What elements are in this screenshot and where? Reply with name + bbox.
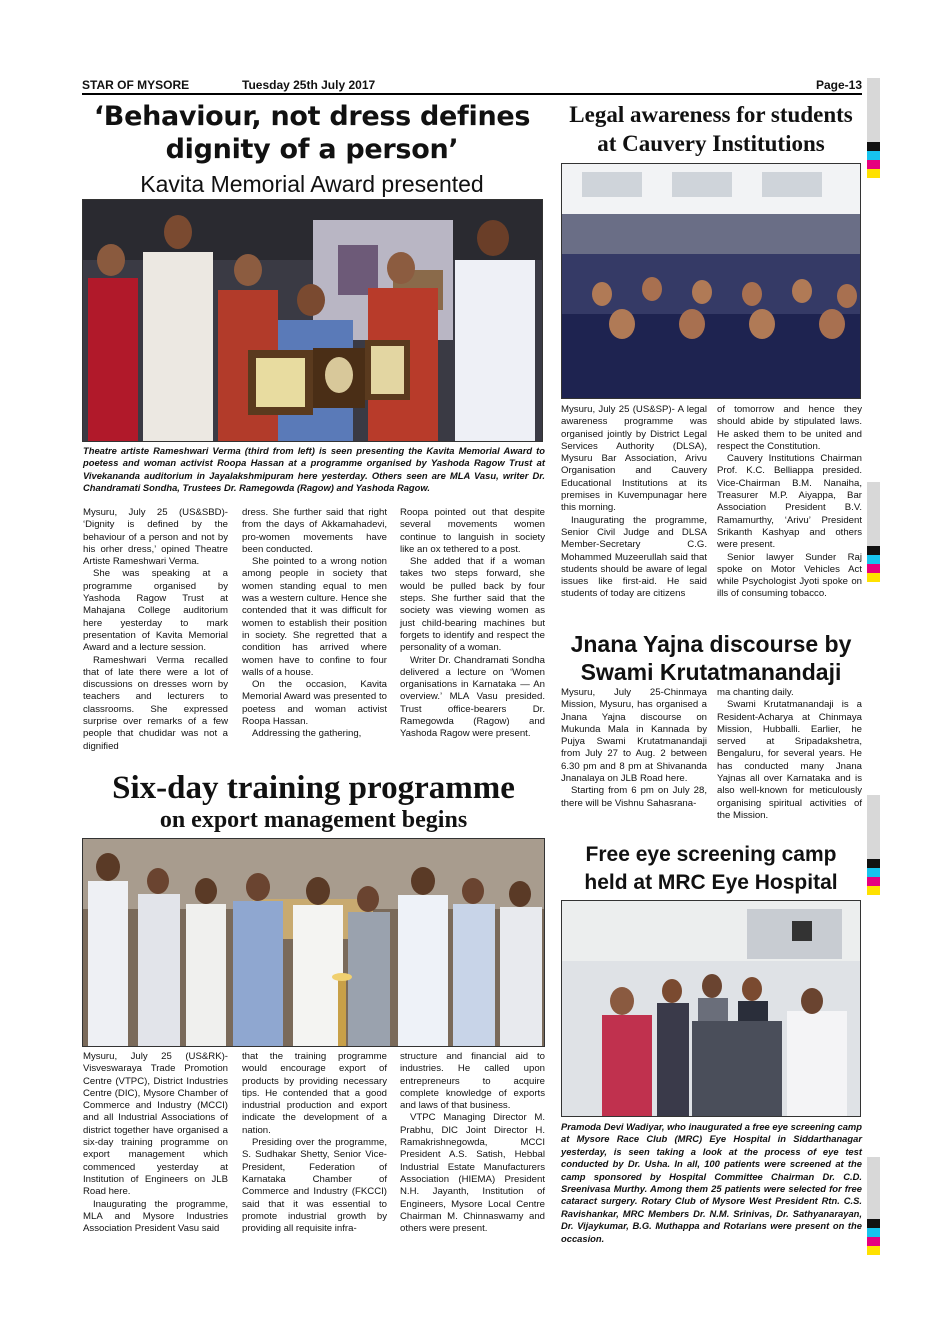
story5-headline-line2: held at MRC Eye Hospital [584, 871, 838, 894]
registration-strip [867, 482, 880, 546]
paragraph: Swami Krutatmanandaji is a Resident-Acharya at Chinmaya Mission, Hubballi. Earlier, he served at Sripadakshetra, Bengaluru, for several years. He has conducted many Jnana Yajnas all over Karnataka and is also well-known for meticulously organising spiritual activities of the Mission. [717, 699, 862, 821]
cmyk-marks [867, 142, 880, 178]
paragraph: Writer Dr. Chandramati Sondha delivered a lecture on ‘Women organisations in Karnataka — An overview.’ MLA Vasu presided. Trust office-bearers Dr. Ramegowda (Ragow) and Yashoda Ragow were present. [400, 654, 545, 740]
paragraph: Presiding over the programme, S. Sudhakar Shetty, Senior Vice-President, Federation of Karnataka Chamber of Commerce and Industry (FKCCI) said that it was essential to promote industrial growth by providing all requisite infra- [242, 1137, 387, 1235]
cmyk-marks [867, 546, 880, 582]
paragraph: Addressing the gathering, [252, 728, 362, 740]
story2-headline-line1: Legal awareness for students [569, 102, 853, 127]
story1-headline-line1: ‘Behaviour, not dress defines [93, 101, 531, 132]
students-photo [561, 163, 861, 399]
story5-headline [556, 841, 866, 897]
issue-date: Tuesday 25th July 2017 [242, 78, 376, 92]
story1-caption: Theatre artiste Rameshwari Verma (third from left) is seen presenting the Kavita Memorial Award to poetess and woman activist Roopa Hassan at a programme organised by Yashoda Ragow Trust at Vivekananda auditorium in Jayalakshmipuram here yesterday. Others seen are MLA Vasu, writer Dr. Chandramati Sondha, Trustees Dr. Ramegowda (Ragow) and Yashoda Ragow. [83, 445, 545, 494]
story1-column-2 [242, 507, 387, 741]
training-photo [82, 838, 545, 1047]
story3-column-1 [561, 687, 707, 810]
page-header [82, 77, 862, 95]
paragraph: VTPC Managing Director M. Prabhu, DIC Joint Director H. Ramakrishnegowda, MCCI President A.S. Satish, Hebbal Industrial Estate Manufacturers Association (HIEMA) President N.H. Jayanth, Institution of Engineers, Mysore Local Centre Chairman M. Chinnaswamy and others were present. [400, 1112, 545, 1235]
eye-camp-photo [561, 900, 861, 1117]
paragraph: On the occasion, Kavita Memorial Award was presented to poetess and woman activist Roopa Hassan. [242, 679, 387, 728]
paragraph: dress. She further said that right from the days of Akkamahadevi, pro-women movements have been conducted. [242, 507, 387, 555]
paragraph: Mysuru, July 25 (US&SP)- A legal awareness programme was organised jointly by District Legal Services Authority (DLSA), Mysuru Bar Association, Arivu Organisation and Cauvery Educational Institutions at its premises in Kuvempunagar here this morning. [561, 404, 707, 514]
registration-strip [867, 795, 880, 859]
paragraph: ma chanting daily. [717, 687, 794, 698]
story1-column-1 [83, 507, 228, 753]
paragraph: Senior lawyer Sunder Raj spoke on Motor Vehicles Act while Psychologist Jyoti spoke on ills of consuming tobacco. [717, 551, 862, 600]
story4-column-1 [83, 1051, 228, 1235]
story2-column-1 [561, 404, 707, 601]
paragraph: She was speaking at a programme organised by Yashoda Ragow Trust at Mahajana College auditorium here yesterday to mark presentation of Kavita Memorial Award and a lecture session. [83, 568, 228, 654]
paragraph: Mysuru, July 25-Chinmaya Mission, Mysuru, has organised a Jnana Yajna discourse on Mukunda Mala in Kannada by Pujya Swami Krutatmanandaji from July 27 to Aug. 2 between 6.30 pm and 8 pm at Shivananda Jnanalaya on JLB Road here. [561, 687, 707, 785]
story1-headline [82, 100, 542, 166]
paragraph: of tomorrow and hence they should abide by stipulated laws. He asked them to be united and respect the Constitution. [717, 404, 862, 452]
paragraph: Mysuru, July 25 (US&SBD)- ‘Dignity is defined by the behaviour of a person and not by his orher dress,’ opined Theatre Artiste Rameshwari Verma. [83, 507, 228, 568]
registration-strip [867, 78, 880, 142]
story4-column-2 [242, 1051, 387, 1235]
story1-column-3 [400, 507, 545, 741]
story4-headline-line1: Six-day training programme [112, 770, 515, 806]
paragraph: Inaugurating the programme, Senior Civil Judge and DLSA Member-Secretary C.G. Mohammed Muzeerullah said that students should be aware of legal issues like first-aid. He said students of today are citizens [561, 514, 707, 600]
story1-headline-line2: dignity of a person’ [165, 134, 459, 165]
story3-headline-line1: Jnana Yajna discourse by [570, 631, 852, 657]
paragraph: Cauvery Institutions Chairman Prof. K.C. Belliappa presided. Vice-Chairman B.M. Nanaiha, Treasurer M.P. Aiyappa, Bar Association President B.V. Ramamurthy, ‘Arivu’ President Srikanth Kashyap and others were present. [717, 453, 862, 551]
story2-headline-line2: at Cauvery Institutions [597, 131, 825, 156]
award-photo [82, 199, 543, 442]
story3-headline-line2: Swami Krutatmanandaji [580, 659, 842, 685]
story5-caption: Pramoda Devi Wadiyar, who inaugurated a free eye screening camp at Mysore Race Club (MRC) Eye Hospital in Siddarthanagar yesterday, is seen taking a look at the process of eye test conducted by Dr. Usha. In all, 100 patients were screened at the camp sponsored by Hospital Committee Chairman Dr. C.D. Sreenivasa Murthy. Among them 25 patients were selected for free cataract surgery. Rotary Club of Mysore West President Rtn. C.S. Ravishankar, MRC Members Dr. N.M. Srinivas, Dr. Sathyanarayan, Dr. Vijaykumar, B.G. Muthappa and Rotarians were present on the occasion. [561, 1121, 862, 1244]
story3-column-2 [717, 687, 862, 822]
story4-column-3 [400, 1051, 545, 1235]
story4-headline [82, 770, 545, 834]
paragraph: structure and financial aid to industries. He called upon entrepreneurs to acquire complete knowledge of exports and laws of that business. [400, 1051, 545, 1112]
story5-headline-line1: Free eye screening camp [585, 843, 837, 866]
story3-headline [556, 630, 866, 686]
page-number: Page-13 [815, 78, 862, 92]
story4-headline-line2: on export management begins [159, 807, 468, 833]
paragraph: She pointed to a wrong notion among people in society that women standing equal to men was a western culture. Hence she contended that it was difficult for women to establish their position in society. She regretted that a condition has arrived where women have to confine to four walls of a house. [242, 556, 387, 678]
paragraph: that the training programme would encourage export of products by providing necessary tips. He contended that a good industrial production and export indicate the development of a nation. [242, 1051, 387, 1136]
paper-name: STAR OF MYSORE [82, 78, 190, 92]
paragraph: Inaugurating the programme, MLA and Mysore Industries Association President Vasu said [83, 1198, 228, 1235]
story2-column-2 [717, 404, 862, 601]
paragraph: Mysuru, July 25 (US&RK)- Visveswaraya Trade Promotion Centre (VTPC), District Industries Centre (DIC), Mysore Chamber of Commerce and Industry (MCCI) and all Industrial Associations of district together have organised a six-day training programme on export management which commenced yesterday at Institution of Engineers on JLB Road here. [83, 1051, 228, 1198]
cmyk-marks [867, 859, 880, 895]
registration-strip [867, 1157, 880, 1219]
paragraph: Starting from 6 pm on July 28, there will be Vishnu Sahasrana- [561, 785, 707, 809]
story1-subhead: Kavita Memorial Award presented [140, 171, 484, 197]
cmyk-marks [867, 1219, 880, 1255]
paragraph: Roopa pointed out that despite several movements women continue to languish in society like an ox tethered to a post. [400, 507, 545, 555]
paragraph: She added that if a woman takes two steps forward, she would be pulled back by four steps. She further said that the society was viewing women as just child-bearing machines but forgets to identify and respect the personality of a woman. [400, 556, 545, 654]
paragraph: Rameshwari Verma recalled that of late there were a lot of discussions on dresses worn by teachers and lecturers to classrooms. She expressed surprise over remarks of a few people that chudidar was not a dignified [83, 654, 228, 752]
story2-headline [556, 100, 866, 158]
